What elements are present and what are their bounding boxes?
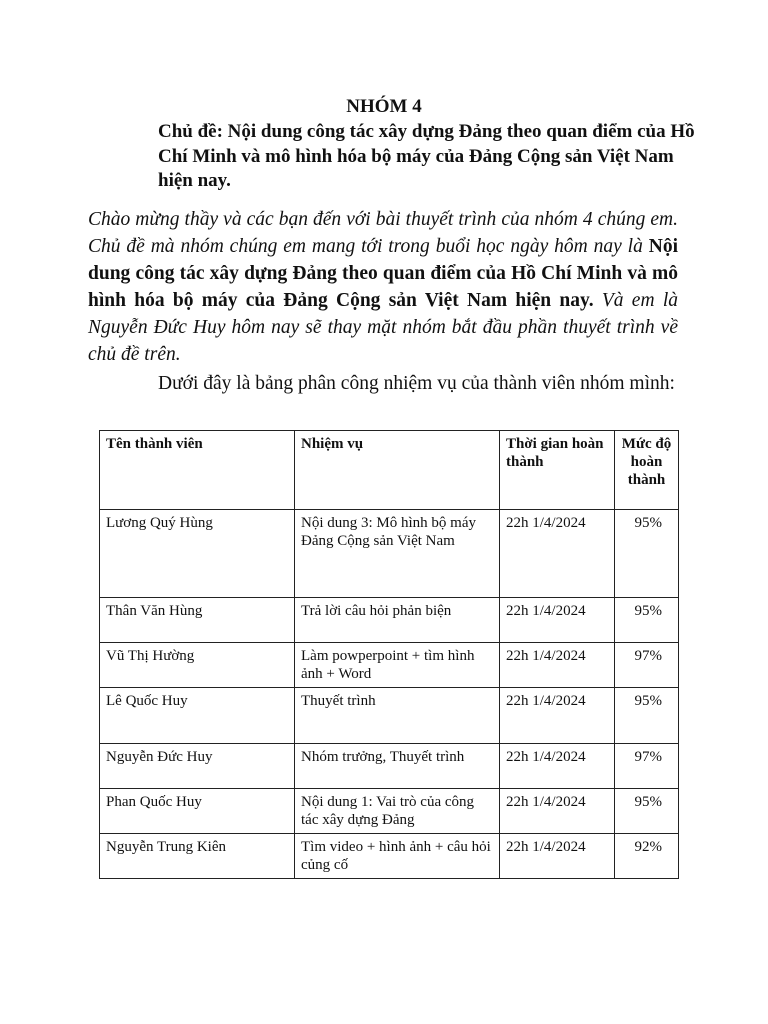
deadline-cell: 22h 1/4/2024 xyxy=(500,598,615,643)
deadline-cell: 22h 1/4/2024 xyxy=(500,834,615,879)
intro-text-part-1: Chào mừng thầy và các bạn đến với bài thuyết trình của nhóm 4 chúng em. Chủ đề mà nhóm chúng em mang tới trong buổi học ngày hôm nay là xyxy=(88,209,678,257)
intro-text-part-2: Và em là Nguyễn Đức Huy hôm nay sẽ thay mặt nhóm bắt đầu phần thuyết trình về chủ đề trên. xyxy=(88,290,678,365)
table-row xyxy=(100,789,679,834)
header-task: Nhiệm vụ xyxy=(295,431,500,510)
completion-cell: 97% xyxy=(615,643,679,688)
table-row xyxy=(100,834,679,879)
task-assignment-table xyxy=(99,430,679,879)
task-cell: Thuyết trình xyxy=(295,688,500,744)
completion-cell: 95% xyxy=(615,789,679,834)
member-name: Lương Quý Hùng xyxy=(100,510,295,598)
task-cell: Nhóm trưởng, Thuyết trình xyxy=(295,744,500,789)
table-row xyxy=(100,688,679,744)
member-name: Nguyễn Đức Huy xyxy=(100,744,295,789)
header-completion: Mức độ hoàn thành xyxy=(615,431,679,510)
completion-cell: 97% xyxy=(615,744,679,789)
header-deadline: Thời gian hoàn thành xyxy=(500,431,615,510)
table-intro-text: Dưới đây là bảng phân công nhiệm vụ của thành viên nhóm mình: xyxy=(158,373,675,394)
intro-paragraph xyxy=(88,206,678,368)
member-name: Lê Quốc Huy xyxy=(100,688,295,744)
task-cell: Nội dung 1: Vai trò của công tác xây dựng Đảng xyxy=(295,789,500,834)
task-cell: Làm powperpoint + tìm hình ảnh + Word xyxy=(295,643,500,688)
table-row xyxy=(100,510,679,598)
deadline-cell: 22h 1/4/2024 xyxy=(500,510,615,598)
topic-heading: Chủ đề: Nội dung công tác xây dựng Đảng theo quan điểm của Hồ Chí Minh và mô hình hóa bộ máy của Đảng Cộng sản Việt Nam hiện nay. xyxy=(158,121,695,191)
task-cell: Tìm video + hình ảnh + câu hỏi củng cố xyxy=(295,834,500,879)
completion-cell: 95% xyxy=(615,510,679,598)
deadline-cell: 22h 1/4/2024 xyxy=(500,744,615,789)
deadline-cell: 22h 1/4/2024 xyxy=(500,643,615,688)
table-row xyxy=(100,643,679,688)
deadline-cell: 22h 1/4/2024 xyxy=(500,688,615,744)
member-name: Nguyễn Trung Kiên xyxy=(100,834,295,879)
member-name: Thân Văn Hùng xyxy=(100,598,295,643)
task-cell: Trả lời câu hỏi phản biện xyxy=(295,598,500,643)
group-title: NHÓM 4 xyxy=(346,96,422,117)
completion-cell: 95% xyxy=(615,688,679,744)
completion-cell: 92% xyxy=(615,834,679,879)
table-header-row xyxy=(100,431,679,510)
completion-cell: 95% xyxy=(615,598,679,643)
deadline-cell: 22h 1/4/2024 xyxy=(500,789,615,834)
header-member: Tên thành viên xyxy=(100,431,295,510)
table-row xyxy=(100,598,679,643)
member-name: Vũ Thị Hường xyxy=(100,643,295,688)
task-cell: Nội dung 3: Mô hình bộ máy Đảng Cộng sản Việt Nam xyxy=(295,510,500,598)
intro-topic-bold: Nội dung công tác xây dựng Đảng theo quan điểm của Hồ Chí Minh và mô hình hóa bộ máy của Đảng Cộng sản Việt Nam hiện nay. xyxy=(88,236,678,311)
table-row xyxy=(100,744,679,789)
member-name: Phan Quốc Huy xyxy=(100,789,295,834)
